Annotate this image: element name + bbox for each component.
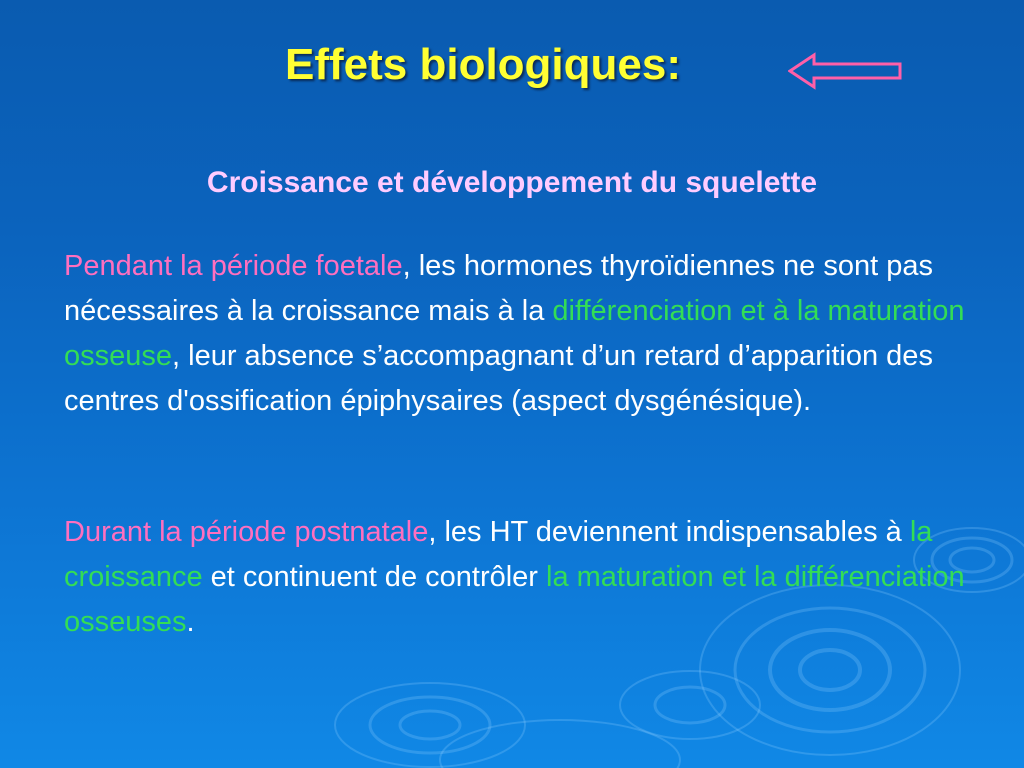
slide-subtitle: Croissance et développement du squelette [206,166,818,199]
paragraph-text: , les HT deviennent indispensables à [428,516,910,548]
paragraph-text: et continuent de contrôler [202,561,547,593]
paragraph-text: . [186,606,195,638]
highlight-postnatal-period: Durant la période postnatale [64,516,429,548]
paragraph-text: , leur absence s’accompagnant d’un retard d’apparition des centres d'ossification épiphysaires (aspect dysgénésique). [64,340,933,417]
slide-title: Effets biologiques: [285,40,681,89]
highlight-growth: la croissance [64,516,933,593]
highlight-bone-maturation: différenciation et à la maturation osseuse [64,295,965,372]
left-arrow-icon [788,52,904,90]
paragraph-postnatal-period [64,510,994,645]
highlight-bone-differentiation: la maturation et la différenciation osseuses [64,561,965,638]
paragraph-foetal-period [64,244,994,424]
highlight-foetal-period: Pendant la période foetale [64,250,403,282]
paragraph-text: , les hormones thyroïdiennes ne sont pas nécessaires à la croissance mais à la [64,250,933,327]
